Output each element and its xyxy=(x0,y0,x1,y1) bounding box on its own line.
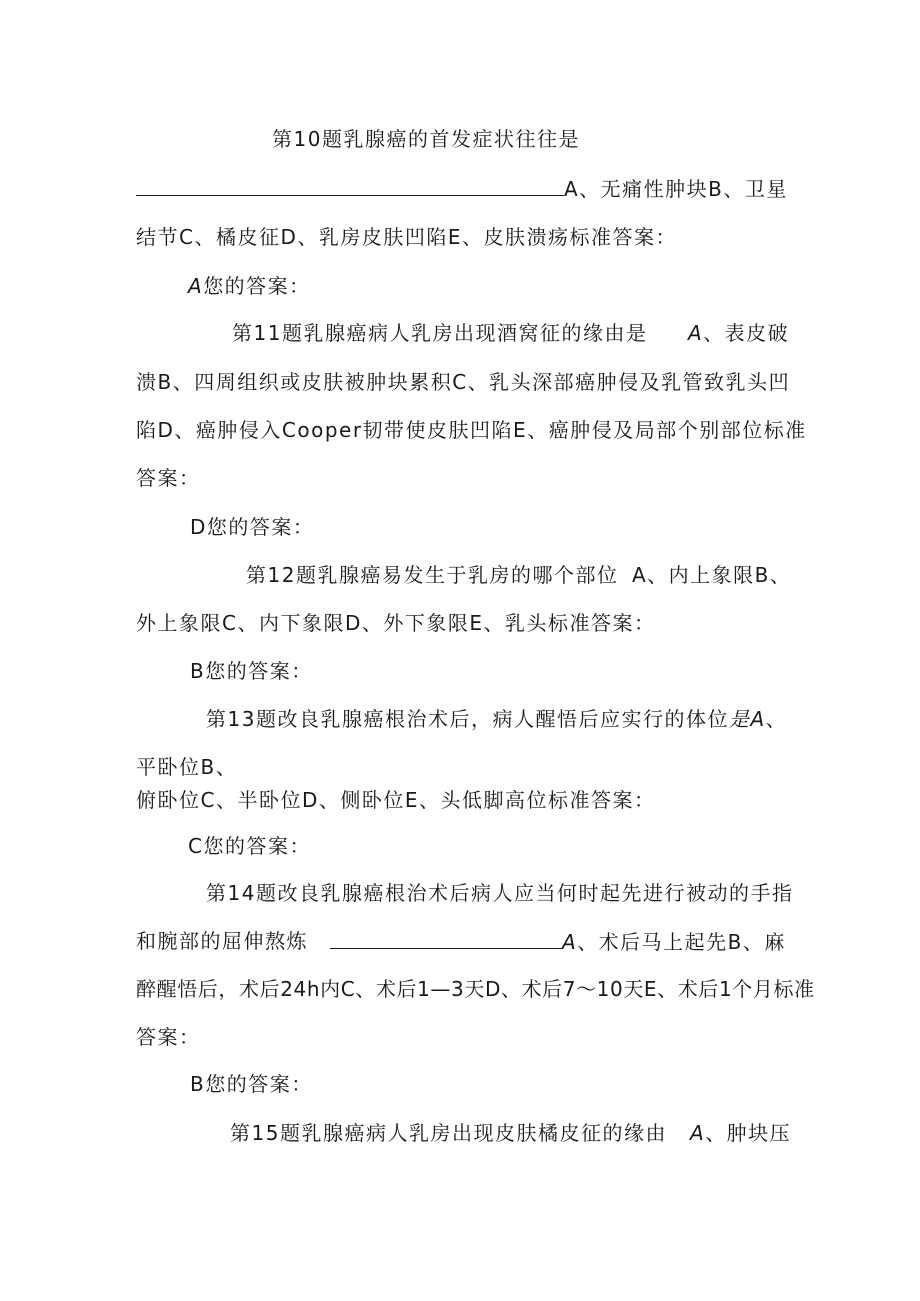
q11-line-2: 溃B、四周组织或皮肤被肿块累积C、乳头深部癌肿侵及乳管致乳头凹 xyxy=(136,370,791,394)
your-answer-label: 您的答案： xyxy=(205,1072,313,1096)
answer-letter: B xyxy=(190,1072,206,1096)
q13-line-2: 平卧位B、 xyxy=(136,755,238,779)
your-answer-label: 您的答案： xyxy=(206,515,315,539)
answer-blank[interactable] xyxy=(136,175,564,196)
answer-letter: B xyxy=(190,659,206,683)
q13-your-answer xyxy=(188,833,311,859)
your-answer-label: 您的答案： xyxy=(203,834,311,858)
q13-title: 第13题改良乳腺癌根治术后，病人醒悟后应实行的体位是A、 xyxy=(206,707,788,731)
q10-line-options: A、无痛性肿块B、卫星 xyxy=(136,175,788,202)
q14-blank-row: A、术后马上起先B、麻 xyxy=(330,928,786,955)
q10-line-options-cont: 结节C、橘皮征D、乳房皮肤凹陷E、皮肤溃疡标准答案： xyxy=(136,225,678,249)
q12-option-a: A、内上象限B、 xyxy=(632,563,792,587)
q11-title: 第11题乳腺癌病人乳房出现酒窝征的缘由是 xyxy=(232,321,648,345)
q12-title: 第12题乳腺癌易发生于乳房的哪个部位 xyxy=(246,563,619,587)
q12-line-2: 外上象限C、内下象限D、外下象限E、乳头标准答案： xyxy=(136,611,656,635)
your-answer-label: 您的答案： xyxy=(203,274,311,298)
your-answer-label: 您的答案： xyxy=(205,659,313,683)
answer-letter: C xyxy=(188,834,204,858)
q11-option-a: A、表皮破 xyxy=(688,321,790,345)
q11-line-3: 陷D、癌肿侵入Cooper韧带使皮肤凹陷E、癌肿侵及局部个别部位标准 xyxy=(136,418,807,442)
q11-your-answer xyxy=(190,514,314,540)
q13-line-3: 俯卧位C、半卧位D、侧卧位E、头低脚高位标准答案： xyxy=(136,788,656,812)
q15-option-a: A、肿块压 xyxy=(690,1121,792,1145)
q11-line-4: 答案： xyxy=(136,466,201,490)
q15-title: 第15题乳腺癌病人乳房出现皮肤橘皮征的缘由 xyxy=(230,1121,667,1145)
q14-your-answer xyxy=(190,1071,313,1097)
q14-line-2: 和腕部的屈伸熬炼 xyxy=(136,929,308,953)
answer-letter: A xyxy=(188,274,204,298)
q14-title: 第14题改良乳腺癌根治术后病人应当何时起先进行被动的手指 xyxy=(206,881,794,905)
q10-title: 第10题乳腺癌的首发症状往往是 xyxy=(272,127,580,151)
answer-blank[interactable] xyxy=(330,928,562,949)
q12-your-answer xyxy=(190,658,313,684)
q10-your-answer xyxy=(188,273,311,299)
q14-line-3: 醉醒悟后，术后24h内C、术后1—3天D、术后7～10天E、术后1个月标准 xyxy=(136,977,815,1001)
q14-line-4: 答案： xyxy=(136,1025,201,1049)
answer-letter: D xyxy=(190,515,207,539)
